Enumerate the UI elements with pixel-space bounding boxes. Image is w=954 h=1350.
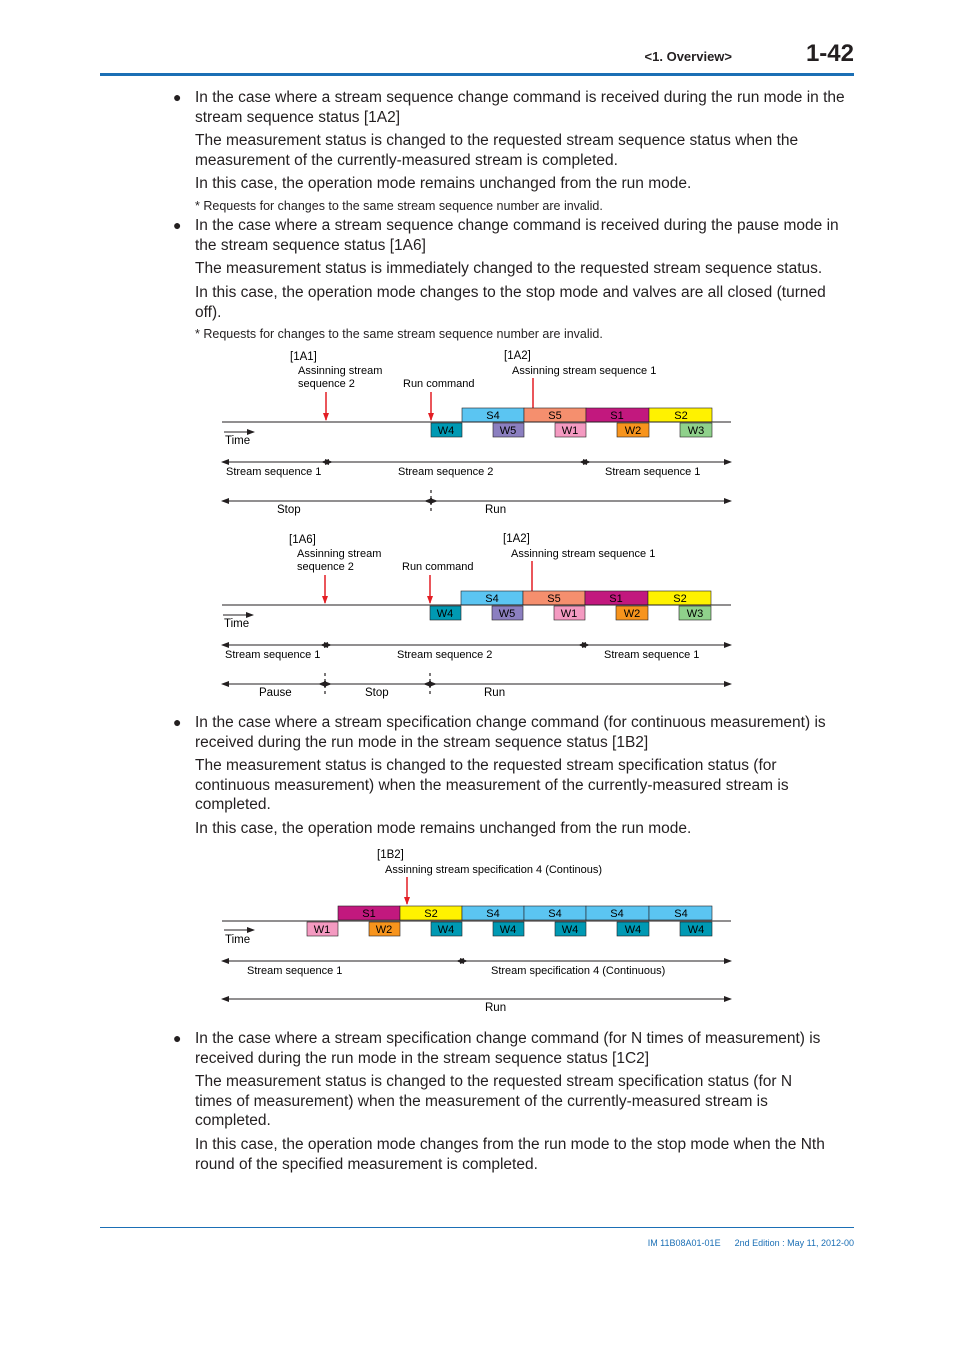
block-w3-label: W3 — [687, 425, 705, 437]
timing-diagram-1a1 — [0, 340, 954, 520]
code-1a1: [1A1] — [290, 351, 317, 363]
s-blocks — [338, 906, 712, 920]
block-w4-label: W4 — [561, 924, 579, 936]
block-s1-label: S1 — [609, 593, 623, 605]
code-1a2: [1A2] — [503, 533, 530, 545]
time-label: Time — [225, 435, 251, 447]
assign-label: Assinning stream specification 4 (Continous) — [385, 864, 603, 876]
block-w1-label: W1 — [560, 608, 578, 620]
timing-diagram-1a6 — [0, 523, 954, 703]
block-w3-label: W3 — [686, 608, 704, 620]
mode-label-run: Run — [485, 1002, 507, 1014]
bullet: ● — [173, 217, 182, 233]
section-2-body2: In this case, the operation mode changes to the stop mode and valves are all closed (turned off). — [195, 284, 826, 321]
block-w4-label: W4 — [437, 924, 455, 936]
block-s2-label: S2 — [674, 410, 688, 422]
sequence-label: Stream sequence 2 — [398, 466, 494, 478]
w-blocks — [430, 606, 711, 620]
run-command-label: Run command — [403, 378, 475, 390]
section-2-title: In the case where a stream sequence change command is received during the pause mode in the stream sequence status [1A6] — [195, 217, 839, 254]
sequence-label: Stream sequence 1 — [225, 649, 321, 661]
footer-rule — [100, 1227, 854, 1228]
block-w4-label: W4 — [436, 608, 454, 620]
mode-label-stop: Stop — [277, 504, 301, 516]
block-s5-label: S5 — [547, 593, 561, 605]
timing-diagram-1b2 — [0, 840, 954, 1020]
block-s1-label: S1 — [362, 908, 376, 920]
doc-id: IM 11B08A01-01E — [647, 1238, 721, 1248]
block-s4-label: S4 — [610, 908, 624, 920]
edition: 2nd Edition : May 11, 2012-00 — [734, 1238, 854, 1248]
mode-label-pause: Pause — [259, 687, 292, 699]
page-number: 1-42 — [805, 40, 854, 67]
block-w4-label: W4 — [499, 924, 517, 936]
block-s4-label: S4 — [548, 908, 562, 920]
block-s1-label: S1 — [610, 410, 624, 422]
section-1-note: * Requests for changes to the same stream sequence number are invalid. — [195, 199, 603, 213]
block-s4-label: S4 — [674, 908, 688, 920]
block-s4-label: S4 — [486, 410, 500, 422]
bullet: ● — [173, 714, 182, 730]
s-blocks — [462, 408, 712, 422]
section-4-body1: The measurement status is changed to the requested stream specification status (for N times of measurement) when the measurement of the currently-measured stream is completed. — [195, 1073, 793, 1129]
block-w4-label: W4 — [437, 425, 455, 437]
sequence-label: Stream sequence 1 — [247, 965, 343, 977]
mode-label-stop: Stop — [365, 687, 389, 699]
block-w2-label: W2 — [624, 425, 642, 437]
block-w2-label: W2 — [375, 924, 393, 936]
assign-label: Assinning stream sequence 1 — [512, 365, 657, 377]
section-2-body1: The measurement status is immediately changed to the requested stream sequence status. — [195, 260, 823, 277]
block-s4-label: S4 — [486, 908, 500, 920]
sequence-label: Stream specification 4 (Continuous) — [491, 965, 666, 977]
section-3-body2: In this case, the operation mode remains unchanged from the run mode. — [195, 820, 692, 837]
mode-label-run: Run — [485, 504, 507, 516]
section-1-title: In the case where a stream sequence change command is received during the run mode in the stream sequence status [1A2] — [195, 89, 845, 126]
section-4-body2: In this case, the operation mode changes from the run mode to the stop mode when the Nth round of the specified measurement is completed. — [195, 1136, 825, 1173]
sequence-label: Stream sequence 1 — [226, 466, 322, 478]
sequence-label: Stream sequence 1 — [605, 466, 701, 478]
assign-label-line1: Assinning stream — [298, 365, 383, 377]
block-w5-label: W5 — [499, 425, 517, 437]
time-label: Time — [225, 934, 251, 946]
block-w1-label: W1 — [561, 425, 579, 437]
block-w4-label: W4 — [687, 924, 705, 936]
block-s2-label: S2 — [424, 908, 438, 920]
assign-label-line2: sequence 2 — [298, 378, 355, 390]
w-blocks — [431, 423, 712, 437]
assign-label: Assinning stream sequence 1 — [511, 548, 656, 560]
block-w2-label: W2 — [623, 608, 641, 620]
w-blocks — [307, 922, 712, 936]
header-rule — [100, 73, 854, 76]
section-1-body2: In this case, the operation mode remains unchanged from the run mode. — [195, 175, 692, 192]
time-label: Time — [224, 618, 250, 630]
code-1b2: [1B2] — [377, 849, 404, 861]
block-s5-label: S5 — [548, 410, 562, 422]
block-w5-label: W5 — [498, 608, 516, 620]
block-w4-label: W4 — [624, 924, 642, 936]
run-command-label: Run command — [402, 561, 474, 573]
code-1a2: [1A2] — [504, 350, 531, 362]
section-title: <1. Overview> — [644, 49, 732, 64]
section-3-body1: The measurement status is changed to the requested stream specification status (for continuous measurement) when the measurement of the currently-measured stream is completed. — [195, 757, 789, 813]
section-4-title: In the case where a stream specification change command (for N times of measurement) is received during the run mode in the stream sequence status [1C2] — [195, 1030, 821, 1067]
section-1-body1: The measurement status is changed to the requested stream sequence status when the measurement of the currently-measured stream is completed. — [195, 132, 799, 169]
bullet: ● — [173, 89, 182, 105]
section-3-title: In the case where a stream specification change command (for continuous measurement) is received during the run mode in the stream sequence status [1B2] — [195, 714, 826, 751]
block-s4-label: S4 — [485, 593, 499, 605]
block-w1-label: W1 — [313, 924, 331, 936]
s-blocks — [461, 591, 711, 605]
sequence-label: Stream sequence 1 — [604, 649, 700, 661]
bullet: ● — [173, 1030, 182, 1046]
assign-label-line2: sequence 2 — [297, 561, 354, 573]
mode-label-run: Run — [484, 687, 506, 699]
block-s2-label: S2 — [673, 593, 687, 605]
footer — [500, 1238, 854, 1248]
code-1a6: [1A6] — [289, 534, 316, 546]
section-2-note: * Requests for changes to the same stream sequence number are invalid. — [195, 327, 603, 341]
sequence-label: Stream sequence 2 — [397, 649, 493, 661]
assign-label-line1: Assinning stream — [297, 548, 382, 560]
